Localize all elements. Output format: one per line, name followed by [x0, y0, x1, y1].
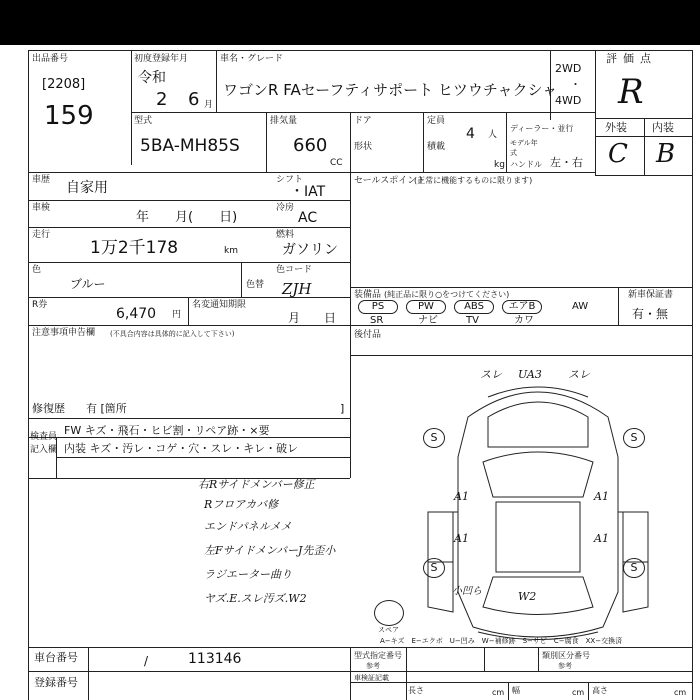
model-label: 型式	[134, 116, 153, 126]
kg-unit: kg	[494, 160, 505, 170]
drive-4wd: 4WD	[555, 94, 582, 107]
chassis-value: 113146	[188, 651, 242, 667]
mark-top-center: UA3	[518, 368, 542, 381]
equip-leather: カワ	[514, 315, 534, 326]
car-front-outline	[458, 392, 618, 637]
reg-label: 登録番号	[34, 676, 78, 689]
fuel-value: ガソリン	[282, 242, 338, 258]
model-year-label: モデル年式	[510, 139, 538, 157]
lot-number: 159	[44, 101, 94, 131]
category-label: 類別区分番号	[542, 651, 590, 660]
equip-tv: TV	[466, 315, 479, 326]
color-label: 色	[32, 265, 42, 275]
caution-label: 注意事項申告欄	[32, 328, 96, 338]
carname-label: 車名・グレード	[220, 54, 284, 64]
note-2: Rフロアカバ修	[204, 498, 279, 511]
mark-a1-1: A1	[454, 490, 469, 503]
mark-a1-2: A1	[454, 532, 469, 545]
warranty-label: 新車保証書	[628, 290, 674, 300]
drive-2wd: 2WD	[555, 62, 582, 75]
equip-note: (純正品に限り○をつけてください)	[384, 290, 510, 299]
cm-unit-3: cm	[674, 688, 687, 697]
equipment-list	[358, 300, 618, 326]
sales-label: セールスポイント	[354, 176, 426, 186]
car-roof	[496, 502, 580, 572]
model-spec-label: 型式指定番号	[354, 651, 402, 660]
chassis-mark: /	[144, 654, 149, 668]
car-rear-window	[483, 577, 593, 615]
car-name: ワゴンR FAセーフティサポート ヒツウチャクシャ	[223, 81, 558, 99]
displacement-value: 660	[293, 135, 328, 156]
rating-value: R	[618, 72, 644, 112]
inspector-label-2: 記入欄	[30, 445, 58, 455]
equip-label: 装備品	[354, 290, 382, 300]
door-label: ドア	[354, 116, 372, 126]
note-4: 左FサイドメンバーJ先歪小	[204, 544, 336, 557]
ac-value: AC	[298, 210, 318, 226]
reg-date-label: 車検証記載	[354, 674, 389, 682]
equip-airbag: エアB	[502, 300, 542, 314]
drive-dot: ・	[570, 78, 581, 91]
color-code-label: 色コード	[276, 265, 313, 275]
interior-label: 内装	[652, 121, 674, 134]
shift-value: ・IAT	[290, 184, 326, 200]
cm-unit-2: cm	[572, 688, 585, 697]
mark-small-dent: 小凹ら	[452, 586, 482, 597]
handle-value: 左・右	[550, 156, 583, 169]
era: 令和	[138, 70, 166, 86]
car-windshield	[483, 452, 593, 497]
shift-label: シフト	[276, 175, 304, 185]
warranty-value: 有・無	[632, 307, 669, 321]
interior-grade: B	[656, 139, 676, 169]
equip-pw: PW	[406, 300, 446, 314]
model-value: 5BA-MH85S	[140, 136, 240, 156]
inspector-row-2: 内装 キズ・汚レ・コゲ・穴・スレ・キレ・破レ	[64, 442, 299, 455]
ref-label-2: 参考	[558, 662, 572, 670]
repair-value: 有 [箇所	[86, 402, 127, 415]
km-unit: km	[224, 246, 238, 256]
recycle-value: 6,470	[116, 306, 157, 322]
afterfit-label: 後付品	[354, 330, 382, 340]
recycle-label: R券	[32, 300, 48, 310]
top-black-bar	[0, 0, 700, 45]
mark-s-front-right: S	[623, 428, 645, 448]
shape-label: 形状	[354, 142, 373, 152]
auction-sheet	[28, 50, 693, 700]
displacement-label: 排気量	[270, 116, 298, 126]
reg-month: 6	[188, 89, 200, 110]
inspection-value: 年 月( 日)	[136, 210, 238, 225]
repair-label: 修復歴	[32, 402, 65, 415]
color-code-value: ZJH	[282, 280, 312, 298]
note-6: ヤズ.E.スレ汚ズ.W2	[204, 592, 307, 605]
damage-legend: A−キズ E−エクボ U−凹み W−補修跡 S−サビ C−腐食 XX−交換済	[380, 637, 623, 645]
equip-abs: ABS	[454, 300, 494, 314]
exterior-label: 外装	[605, 121, 627, 134]
load-label: 積載	[427, 142, 446, 152]
notice-label: 名変通知期限	[192, 300, 247, 310]
equip-aw: AW	[572, 301, 589, 312]
car-damage-diagram	[408, 362, 668, 647]
color-value: ブルー	[70, 277, 106, 291]
equip-ps: PS	[358, 300, 398, 314]
inspector-label-1: 検査員	[30, 432, 58, 442]
mileage-value: 1万2千178	[90, 238, 179, 258]
mark-s-rear-left: S	[423, 558, 445, 578]
equip-navi: ナビ	[418, 315, 438, 326]
note-3: エンドパネルメメ	[204, 520, 292, 533]
handle-label: ハンドル	[510, 160, 542, 169]
inspection-label: 車検	[32, 203, 51, 213]
width-label: 幅	[512, 686, 520, 695]
usage-value: 自家用	[66, 180, 108, 196]
color-no-label: 色替	[246, 280, 265, 290]
capacity-label: 定員	[427, 116, 446, 126]
yen-unit: 円	[172, 310, 182, 320]
note-1: 右Rサイドメンバー修正	[198, 478, 315, 491]
lot-label: 出品番号	[32, 54, 69, 64]
sales-note: (正常に機能するものに限ります)	[414, 176, 533, 185]
ref-label-1: 参考	[366, 662, 380, 670]
inspector-row-1: FW キズ・飛石・ヒビ割・リペア跡・×要	[64, 424, 270, 437]
month-unit: 月	[204, 100, 214, 110]
mark-a1-4: A1	[594, 532, 609, 545]
equip-sr: SR	[370, 315, 384, 326]
mileage-label: 走行	[32, 230, 51, 240]
mark-s-rear-right: S	[623, 558, 645, 578]
height-label: 高さ	[592, 686, 608, 695]
mark-a1-3: A1	[594, 490, 609, 503]
ac-label: 冷房	[276, 203, 295, 213]
lot-code: [2208]	[42, 77, 86, 92]
capacity-value: 4	[466, 126, 475, 142]
note-5: ラジエーター曲り	[204, 568, 292, 581]
rating-label: 評価点	[606, 52, 657, 65]
mark-w2: W2	[518, 590, 537, 603]
reg-year: 2	[156, 89, 168, 110]
fuel-label: 燃料	[276, 230, 295, 240]
chassis-label: 車台番号	[34, 651, 78, 664]
length-label: 長さ	[408, 686, 424, 695]
repair-close: ]	[340, 402, 345, 415]
cm-unit-1: cm	[492, 688, 505, 697]
dealer-label: ディーラー・並行	[510, 124, 574, 133]
spare-label: スペア	[378, 626, 399, 634]
usage-label: 車歴	[32, 175, 51, 185]
first-reg-label: 初度登録年月	[134, 54, 189, 64]
notice-value: 月 日	[288, 311, 337, 325]
mark-top-left: スレ	[480, 368, 502, 381]
capacity-unit: 人	[488, 130, 498, 140]
mark-top-right: スレ	[568, 368, 590, 381]
exterior-grade: C	[608, 139, 628, 169]
car-hood	[488, 402, 588, 447]
cc-unit: CC	[330, 158, 343, 168]
mark-s-front-left: S	[423, 428, 445, 448]
spare-tire-icon	[374, 600, 404, 626]
caution-note: (不具合内容は具体的に記入して下さい)	[110, 330, 235, 338]
